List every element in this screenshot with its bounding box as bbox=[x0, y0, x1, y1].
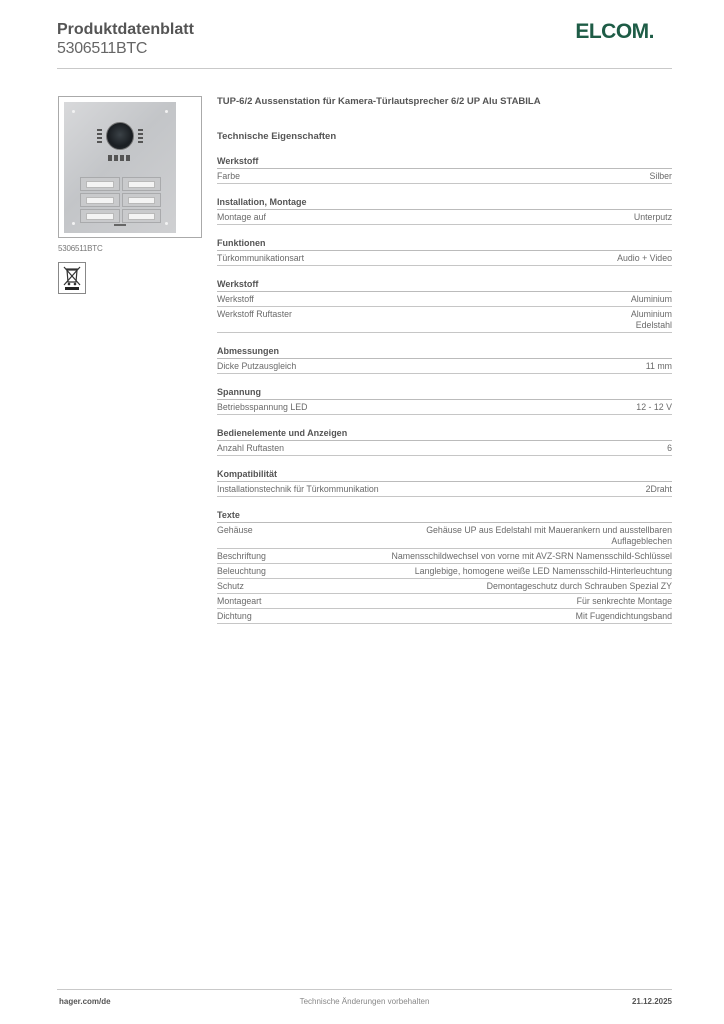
property-row bbox=[217, 169, 672, 184]
property-group bbox=[217, 510, 672, 624]
group-title: Kompatibilität bbox=[217, 469, 672, 482]
property-label: Türkommunikationsart bbox=[217, 252, 305, 263]
property-label: Werkstoff Ruftaster bbox=[217, 308, 292, 319]
properties-table bbox=[217, 156, 672, 624]
property-row bbox=[217, 594, 672, 609]
screw-icon bbox=[165, 222, 168, 225]
footer-divider bbox=[57, 989, 672, 990]
property-value: Audio + Video bbox=[617, 252, 672, 263]
property-row bbox=[217, 579, 672, 594]
image-caption: 5306511BTC bbox=[58, 244, 103, 253]
property-row bbox=[217, 482, 672, 497]
property-value: Namensschildwechsel von vorne mit AVZ-SRN Namensschild-Schlüssel bbox=[391, 550, 672, 561]
product-content bbox=[217, 96, 672, 637]
property-label: Beschriftung bbox=[217, 550, 266, 561]
group-title: Funktionen bbox=[217, 238, 672, 251]
property-group bbox=[217, 346, 672, 374]
group-title: Texte bbox=[217, 510, 672, 523]
property-label: Anzahl Ruftasten bbox=[217, 442, 284, 453]
led-grille-icon bbox=[97, 129, 102, 143]
property-row bbox=[217, 210, 672, 225]
property-label: Montage auf bbox=[217, 211, 266, 222]
property-group bbox=[217, 238, 672, 266]
property-group bbox=[217, 387, 672, 415]
property-value: 2Draht bbox=[645, 483, 672, 494]
property-label: Schutz bbox=[217, 580, 244, 591]
weee-crossed-bin-icon bbox=[58, 262, 86, 294]
footer-date: 21.12.2025 bbox=[631, 997, 672, 1006]
property-value: Gehäuse UP aus Edelstahl mit Mauerankern und ausstellbaren Auflageblechen bbox=[426, 524, 672, 546]
property-row bbox=[217, 251, 672, 266]
property-row bbox=[217, 359, 672, 374]
product-title: TUP-6/2 Aussenstation für Kamera-Türlautsprecher 6/2 UP Alu STABILA bbox=[217, 96, 541, 107]
property-group bbox=[217, 156, 672, 184]
property-row bbox=[217, 549, 672, 564]
property-group bbox=[217, 428, 672, 456]
page-header bbox=[57, 20, 672, 70]
call-button-5 bbox=[80, 209, 120, 223]
group-title: Werkstoff bbox=[217, 156, 672, 169]
panel-logo bbox=[114, 224, 126, 226]
property-row bbox=[217, 564, 672, 579]
document-title: Produktdatenblatt bbox=[57, 21, 194, 38]
property-value: Aluminium Edelstahl bbox=[630, 308, 672, 330]
screw-icon bbox=[72, 110, 75, 113]
property-value: Demontageschutz durch Schrauben Spezial ZY bbox=[486, 580, 672, 591]
property-label: Farbe bbox=[217, 170, 240, 181]
group-title: Bedienelemente und Anzeigen bbox=[217, 428, 672, 441]
group-title: Spannung bbox=[217, 387, 672, 400]
screw-icon bbox=[165, 110, 168, 113]
property-row bbox=[217, 441, 672, 456]
property-label: Werkstoff bbox=[217, 293, 254, 304]
call-button-3 bbox=[80, 193, 120, 207]
property-label: Installationstechnik für Türkommunikation bbox=[217, 483, 379, 494]
property-value: 6 bbox=[667, 442, 672, 453]
property-group bbox=[217, 279, 672, 333]
property-row bbox=[217, 292, 672, 307]
property-group bbox=[217, 469, 672, 497]
property-group bbox=[217, 197, 672, 225]
call-button-4 bbox=[122, 193, 162, 207]
property-label: Dichtung bbox=[217, 610, 252, 621]
property-value: Mit Fugendichtungsband bbox=[575, 610, 672, 621]
call-button-6 bbox=[122, 209, 162, 223]
property-label: Beleuchtung bbox=[217, 565, 266, 576]
call-buttons bbox=[80, 177, 161, 223]
property-row bbox=[217, 609, 672, 624]
door-station-panel bbox=[64, 102, 176, 233]
property-label: Betriebsspannung LED bbox=[217, 401, 308, 412]
property-label: Dicke Putzausgleich bbox=[217, 360, 297, 371]
property-value: Langlebige, homogene weiße LED Namensschild-Hinterleuchtung bbox=[414, 565, 672, 576]
footer-website: hager.com/de bbox=[59, 997, 111, 1006]
product-image bbox=[58, 96, 202, 238]
property-label: Montageart bbox=[217, 595, 262, 606]
property-value: Silber bbox=[649, 170, 672, 181]
property-value: 11 mm bbox=[645, 360, 672, 371]
group-title: Werkstoff bbox=[217, 279, 672, 292]
camera-icon bbox=[106, 122, 134, 150]
screw-icon bbox=[72, 222, 75, 225]
led-grille-icon bbox=[138, 129, 143, 143]
property-row bbox=[217, 307, 672, 333]
header-divider bbox=[57, 68, 672, 69]
article-number: 5306511BTC bbox=[57, 40, 148, 57]
call-button-1 bbox=[80, 177, 120, 191]
property-value: Für senkrechte Montage bbox=[576, 595, 672, 606]
property-value: 12 - 12 V bbox=[636, 401, 672, 412]
property-value: Unterputz bbox=[633, 211, 672, 222]
property-row bbox=[217, 523, 672, 549]
group-title: Abmessungen bbox=[217, 346, 672, 359]
section-heading: Technische Eigenschaften bbox=[217, 131, 337, 142]
property-label: Gehäuse bbox=[217, 524, 253, 535]
brand-logo: ELCOM. bbox=[575, 20, 654, 43]
group-title: Installation, Montage bbox=[217, 197, 672, 210]
call-button-2 bbox=[122, 177, 162, 191]
speaker-grille-icon bbox=[108, 155, 132, 161]
property-value: Aluminium bbox=[630, 293, 672, 304]
property-row bbox=[217, 400, 672, 415]
footer-notice: Technische Änderungen vorbehalten bbox=[299, 997, 430, 1006]
